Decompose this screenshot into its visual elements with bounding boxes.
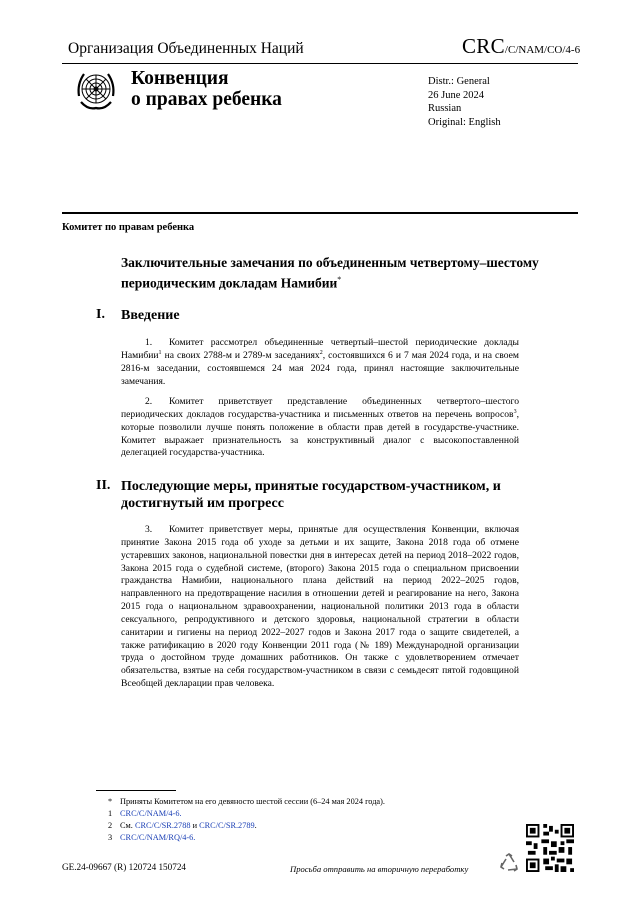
footnote: * Приняты Комитетом на его девяносто шестой сессии (6–24 мая 2024 года). xyxy=(108,797,385,806)
un-emblem-icon xyxy=(72,66,120,114)
title-footnote-marker: * xyxy=(337,275,342,284)
qr-code-icon xyxy=(526,824,574,872)
footnote-rule xyxy=(96,790,176,791)
language: Russian xyxy=(428,103,462,114)
section-heading: Введение xyxy=(121,308,180,323)
footnote: 2 См. CRC/C/SR.2788 и CRC/C/SR.2789. xyxy=(108,821,257,830)
committee-name: Комитет по правам ребенка xyxy=(62,222,195,233)
section-heading: Последующие меры, принятые государством-участником, и достигнутый им прогресс xyxy=(121,479,501,511)
footnote: 1 CRC/C/NAM/4-6. xyxy=(108,809,182,818)
issue-date: 26 June 2024 xyxy=(428,89,484,101)
header-rule xyxy=(62,63,578,64)
recycle-notice: Просьба отправить на вторичную переработку xyxy=(290,864,469,874)
title-rule xyxy=(62,212,578,214)
original-language: Original: English xyxy=(428,116,501,128)
paragraph-2: 2. Комитет приветствует представление объединенных четвертого–шестого периодических докладов государства-участника и письменных ответов на перечень вопросов$^3$, которые позволили лучше понять положение в области прав детей в государстве-участнике. Комитет выражает признательность за конструктивный диалог с высокопоставленной делегацией государства-участника. xyxy=(121,396,519,459)
footnote-link[interactable]: CRC/C/NAM/RQ/4-6. xyxy=(120,833,196,842)
job-number: GE.24-09667 (R) 120724 150724 xyxy=(62,862,187,872)
recycle-icon xyxy=(498,852,520,874)
symbol-suffix: /C/NAM/CO/4-6 xyxy=(504,44,581,56)
distribution: Distr.: General xyxy=(428,76,490,87)
document-symbol xyxy=(462,34,580,59)
organization-name: Организация Объединенных Наций xyxy=(68,40,304,57)
section-number: I. xyxy=(96,307,105,322)
footnote-link[interactable]: CRC/C/NAM/4-6. xyxy=(120,809,182,818)
paragraph-1: 1. Комитет рассмотрел объединенные четвертый–шестой периодические доклады Намибии$^1$ на своих 2788-м и 2789-м заседаниях$^2$, состоявшихся 6 и 7 мая 2024 года, и на своем 2816-м заседании, состоявшемся 24 мая 2024 года, принял настоящие заключительные замечания. xyxy=(121,337,519,387)
symbol-main: CRC xyxy=(462,34,505,58)
document-title: Заключительные замечания по объединенным четвертому–шестому периодическим докладам Намибии* xyxy=(121,255,539,291)
distribution-block xyxy=(428,75,501,129)
section-number: II. xyxy=(96,478,111,493)
convention-title: Конвенция о правах ребенка xyxy=(131,68,282,110)
footnote: 3 CRC/C/NAM/RQ/4-6. xyxy=(108,833,196,842)
paragraph-3: 3. Комитет приветствует меры, принятые для осуществления Конвенции, включая принятие Закона 2015 года об уходе за детьми и их защите, Закона 2018 года об отмене устаревших законов, национальной повестки дня в интересах детей на период 2018–2022 годов, Закона 2015 года о судебной системе, (второго) Закона 2015 года о специальном присвоении гражданства Намибии, национального плана действий на период 2022–2025 годов, направленного на предотвращение насилия в отношении детей и реагирование на него, Закона 2015 года о национальном здравоохранении, национальной политики 2013 года в области сексуального, репродуктивного и детского здоровья, национальной стратегии в области санитарии и гигиены на период 2022–2027 годов и Закона 2017 года о защите свидетелей, а также ратификацию в 2020 году Конвенции 2011 года (№ 189) Международной организации труда о достойном труде домашних работников. Он также с удовлетворением отмечает обязательства, взятые на себя государством-участником в связи с семьдесят пятой годовщиной Всеобщей декларации прав человека. xyxy=(121,524,519,690)
footnote-link[interactable]: CRC/C/SR.2788 xyxy=(134,821,191,830)
footnote-link[interactable]: CRC/C/SR.2789 xyxy=(199,821,255,830)
